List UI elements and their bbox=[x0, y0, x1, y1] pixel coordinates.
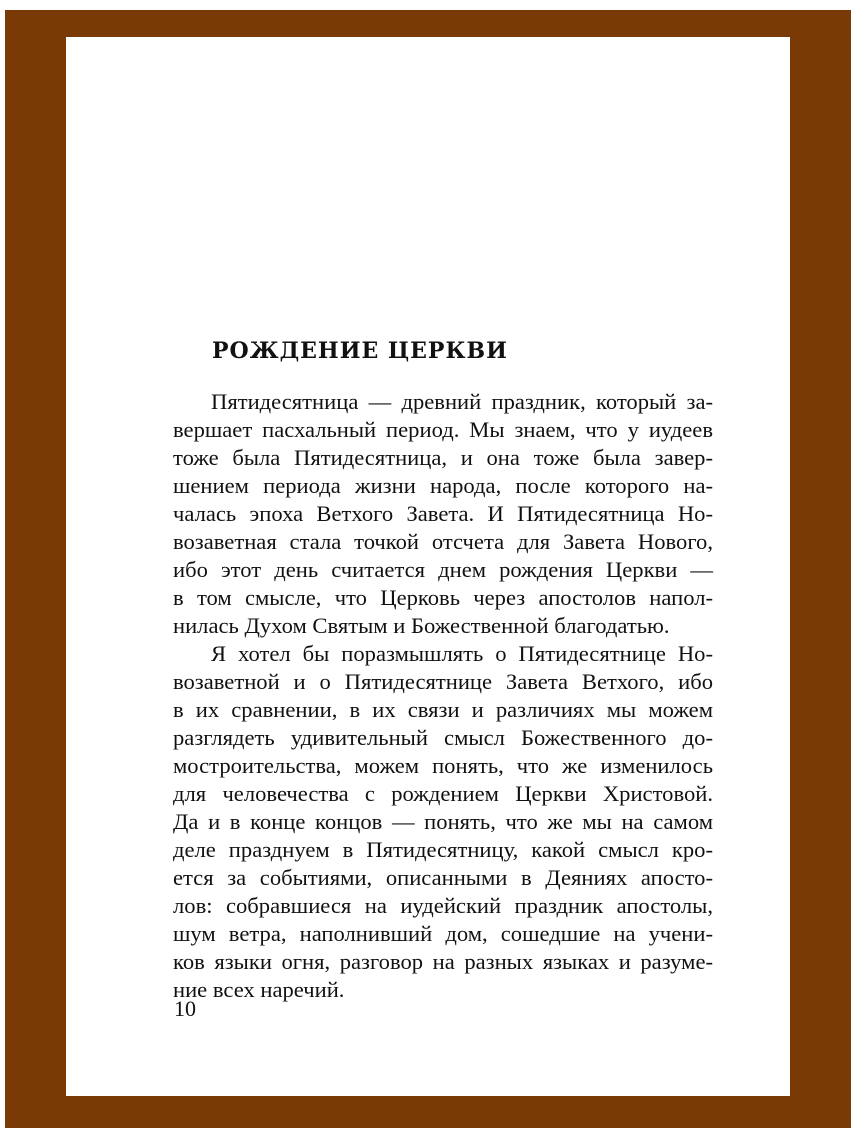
text-line: деле празднуем в Пятидесятницу, какой смысл кро- bbox=[173, 837, 713, 862]
text-line: тоже была Пятидесятница, и она тоже была завер- bbox=[173, 445, 713, 470]
text-line: ется за событиями, описанными в Деяниях апосто- bbox=[173, 865, 713, 890]
text-line: шением периода жизни народа, после которого на- bbox=[173, 473, 713, 498]
text-line: ние всех наречий. bbox=[173, 977, 345, 1002]
text-line: шум ветра, наполнивший дом, сошедшие на учени- bbox=[173, 921, 713, 946]
text-line: Пятидесятница — древний праздник, который за- bbox=[211, 389, 713, 414]
text-line: Я хотел бы поразмышлять о Пятидесятнице Но- bbox=[211, 641, 713, 666]
text-line: ков языки огня, разговор на разных языках и разуме- bbox=[173, 949, 713, 974]
text-line: разглядеть удивительный смысл Божественного до- bbox=[173, 725, 713, 750]
chapter-heading: РОЖДЕНИЕ ЦЕРКВИ bbox=[212, 338, 508, 364]
page-number: 10 bbox=[174, 996, 196, 1021]
text-line: в том смысле, что Церковь через апостолов напол- bbox=[173, 585, 713, 610]
text-line: лов: собравшиеся на иудейский праздник апостолы, bbox=[173, 893, 713, 918]
text-line: мостроительства, можем понять, что же изменилось bbox=[173, 753, 713, 778]
text-line: возаветной и о Пятидесятнице Завета Ветхого, ибо bbox=[173, 669, 713, 694]
text-line: ибо этот день считается днем рождения Церкви — bbox=[173, 557, 713, 582]
text-line: нилась Духом Святым и Божественной благодатью. bbox=[173, 613, 670, 638]
text-line: вершает пасхальный период. Мы знаем, что у иудеев bbox=[173, 417, 713, 442]
text-line: в их сравнении, в их связи и различиях мы можем bbox=[173, 697, 713, 722]
text-line: для человечества с рождением Церкви Христовой. bbox=[173, 781, 713, 806]
text-line: чалась эпоха Ветхого Завета. И Пятидесятница Но- bbox=[173, 501, 713, 526]
text-line: возаветная стала точкой отсчета для Завета Нового, bbox=[173, 529, 713, 554]
text-line: Да и в конце концов — понять, что же мы на самом bbox=[173, 809, 713, 834]
